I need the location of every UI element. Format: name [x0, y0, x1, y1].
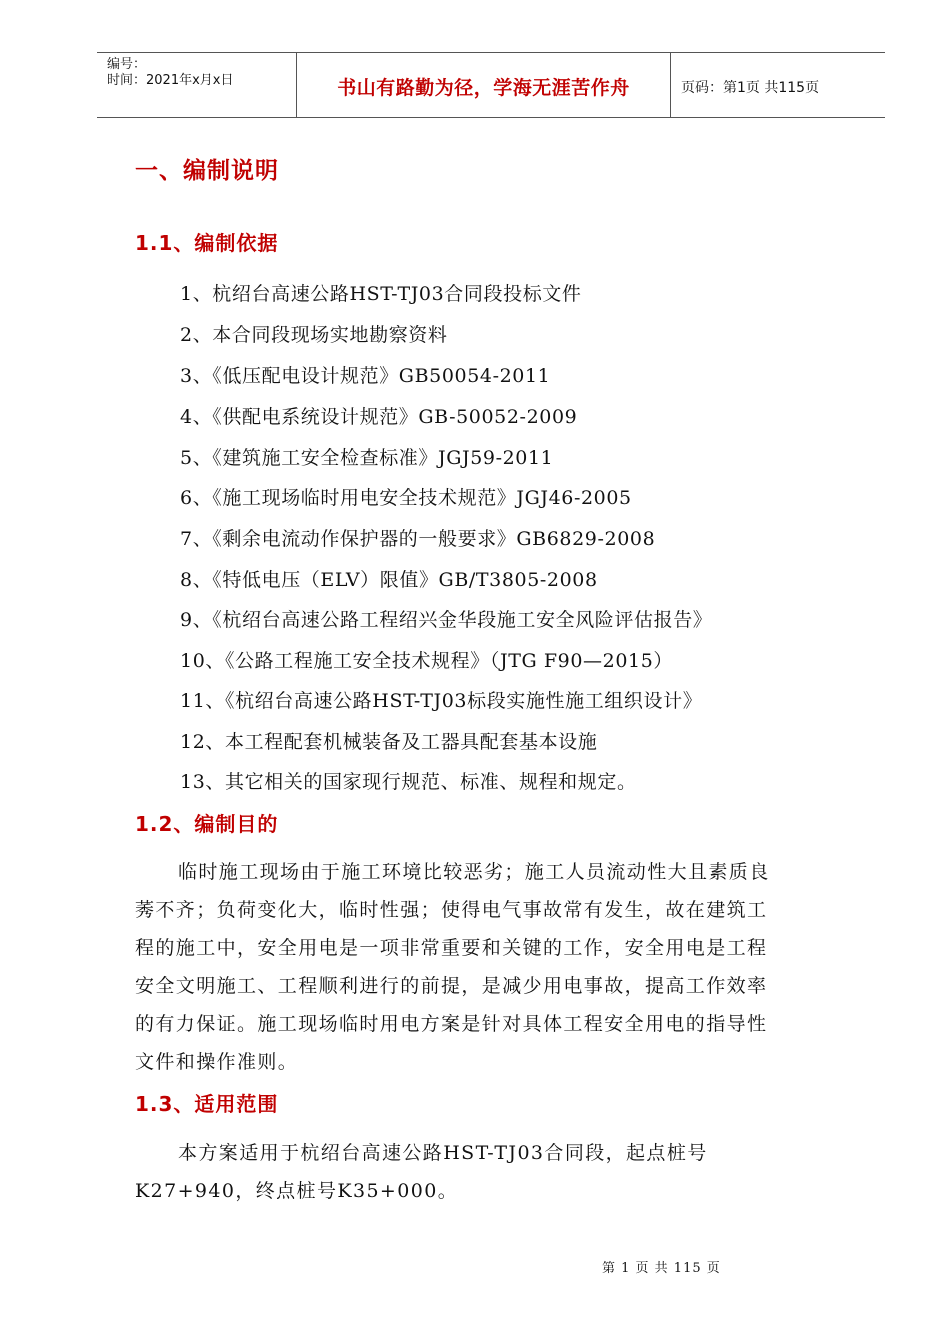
- paragraph-line: K27+940，终点桩号K35+000。: [135, 1180, 459, 1202]
- reference-item: 7、《剩余电流动作保护器的一般要求》GB6829-2008: [180, 528, 656, 550]
- scope-paragraph: [135, 1134, 835, 1210]
- header-page-code: 页码：第1页 共115页: [681, 80, 820, 96]
- purpose-paragraph: [135, 853, 835, 1081]
- paragraph-line: 的有力保证。施工现场临时用电方案是针对具体工程安全用电的指导性: [135, 1013, 768, 1035]
- header-meta-cell: [97, 53, 297, 117]
- reference-item: 4、《供配电系统设计规范》GB-50052-2009: [180, 406, 578, 428]
- paragraph-line: 临时施工现场由于施工环境比较恶劣；施工人员流动性大且素质良: [178, 861, 770, 883]
- paragraph-line: 文件和操作准则。: [135, 1051, 299, 1073]
- page-footer: 第 1 页 共 115 页: [602, 1261, 721, 1276]
- page-header: [97, 52, 885, 118]
- section-heading-1-3: 1.3、适用范围: [135, 1092, 279, 1116]
- reference-item: 3、《低压配电设计规范》GB50054-2011: [180, 365, 551, 387]
- section-heading-1-1: 1.1、编制依据: [135, 231, 279, 255]
- reference-item: 13、其它相关的国家现行规范、标准、规程和规定。: [180, 771, 637, 793]
- paragraph-line: 安全文明施工、工程顺利进行的前提，是减少用电事故，提高工作效率: [135, 975, 768, 997]
- reference-item: 11、《杭绍台高速公路HST-TJ03标段实施性施工组织设计》: [180, 690, 703, 712]
- reference-item: 2、本合同段现场实地勘察资料: [180, 324, 448, 346]
- header-page-cell: [671, 53, 885, 117]
- document-number-label: 编号：: [107, 57, 147, 72]
- reference-item: 10、《公路工程施工安全技术规程》（JTG F90—2015）: [180, 650, 673, 672]
- reference-item: 5、《建筑施工安全检查标准》JGJ59-2011: [180, 447, 554, 469]
- paragraph-line: 程的施工中，安全用电是一项非常重要和关键的工作，安全用电是工程: [135, 937, 768, 959]
- section-heading-1-2: 1.2、编制目的: [135, 812, 279, 836]
- reference-item: 6、《施工现场临时用电安全技术规范》JGJ46-2005: [180, 487, 632, 509]
- reference-item: 8、《特低电压（ELV）限值》GB/T3805-2008: [180, 569, 598, 591]
- reference-item: 9、《杭绍台高速公路工程绍兴金华段施工安全风险评估报告》: [180, 609, 713, 631]
- header-motto: 书山有路勤为径，学海无涯苦作舟: [337, 77, 630, 99]
- reference-item: 12、本工程配套机械装备及工器具配套基本设施: [180, 731, 598, 753]
- reference-item: 1、杭绍台高速公路HST-TJ03合同段投标文件: [180, 283, 582, 305]
- paragraph-line: 莠不齐；负荷变化大，临时性强；使得电气事故常有发生，故在建筑工: [135, 899, 768, 921]
- header-motto-cell: [297, 53, 671, 117]
- document-time-label: 时间：2021年x月x日: [107, 73, 234, 88]
- paragraph-line: 本方案适用于杭绍台高速公路HST-TJ03合同段，起点桩号: [178, 1142, 708, 1164]
- section-heading-1: 一、编制说明: [135, 158, 279, 184]
